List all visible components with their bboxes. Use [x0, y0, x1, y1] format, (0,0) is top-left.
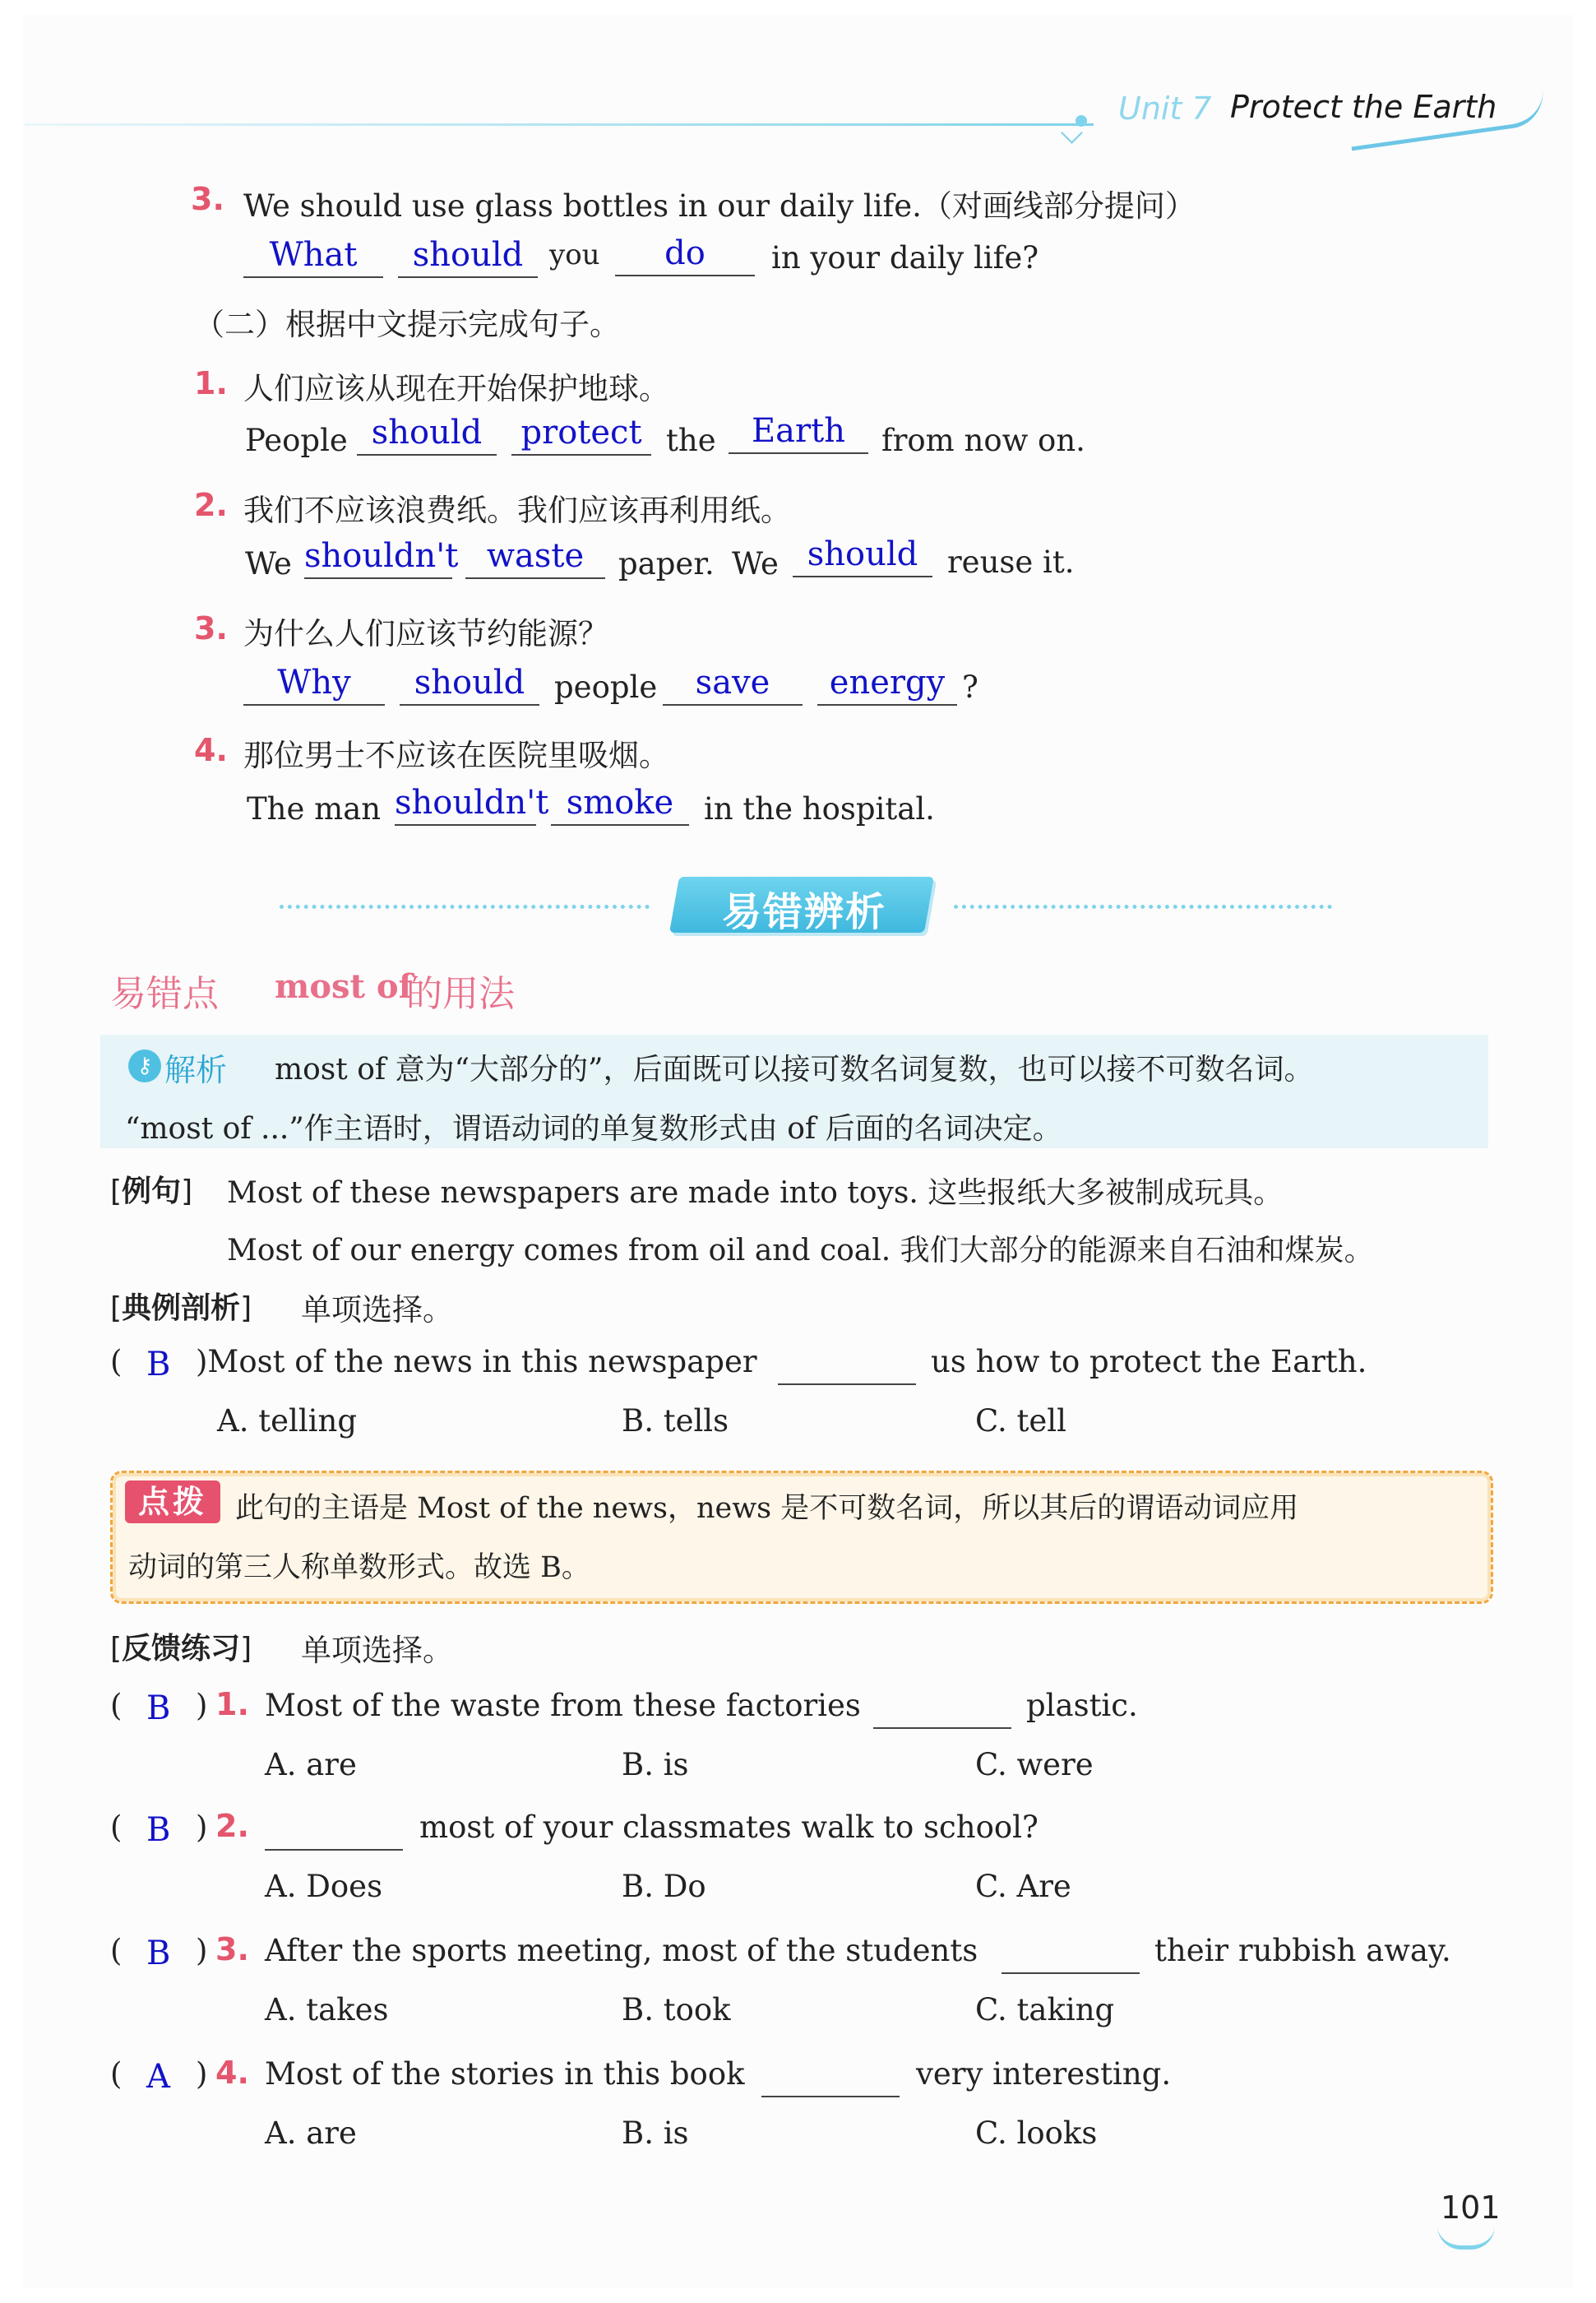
answer-letter: B: [146, 1811, 171, 1849]
answer-blank: waste: [465, 536, 605, 579]
blank-line: [1002, 1971, 1140, 1974]
option-c: C. were: [975, 1747, 1094, 1782]
answer-letter: B: [146, 1689, 171, 1727]
tip-label: 点拨: [125, 1480, 220, 1523]
answer-paren: ): [196, 2056, 208, 2092]
answer-blank: energy: [817, 663, 957, 706]
answer-paren: (: [110, 1344, 123, 1379]
key-icon: ⚷: [128, 1050, 161, 1082]
answer-paren: (: [110, 1933, 123, 1968]
sentence-word: reuse it.: [947, 544, 1075, 580]
answer-blank: Why: [243, 663, 385, 706]
sentence-word: ?: [962, 670, 978, 705]
analysis-label: 解析: [164, 1052, 228, 1088]
answer-blank: should: [400, 663, 539, 706]
tip-text: 此句的主语是 Most of the news，news 是不可数名词，所以其后的谓语动词应用: [235, 1492, 1299, 1525]
answer-paren: (: [110, 1688, 123, 1723]
part2-heading: （二）根据中文提示完成句子。: [194, 307, 620, 342]
question-tail: in your daily life?: [771, 240, 1039, 276]
option-a: A. are: [265, 2115, 357, 2151]
question-stem: plastic.: [1026, 1688, 1138, 1723]
answer-blank: shouldn't: [304, 536, 452, 579]
unit-label: Unit 7: [1118, 90, 1212, 127]
blank-line: [761, 2094, 900, 2097]
answer-blank: What: [243, 235, 383, 278]
answer-blank: should: [398, 235, 538, 278]
sentence-word: the: [666, 423, 716, 458]
answer-paren: ): [196, 1688, 208, 1723]
answer-blank: do: [615, 234, 755, 276]
analysis-text: “most of ...”作主语时，谓语动词的单复数形式由 of 后面的名词决定。: [125, 1112, 1062, 1146]
option-c: C. looks: [975, 2115, 1098, 2151]
question-number: 4.: [194, 732, 228, 768]
question-sentence: We should use glass bottles in our daily life.（对画线部分提问）: [243, 188, 1196, 224]
answer-paren: ): [196, 1933, 208, 1968]
example-label: [例句]: [110, 1175, 193, 1208]
answer-blank: save: [663, 663, 803, 706]
question-number: 1.: [194, 365, 228, 401]
option-a: A. takes: [265, 1992, 389, 2027]
dotted-rule: [954, 905, 1332, 909]
option-b: B. Do: [622, 1869, 706, 1904]
sentence-word: people: [554, 670, 658, 705]
feedback-instruction: 单项选择。: [301, 1633, 453, 1668]
answer-blank: protect: [511, 413, 651, 456]
chinese-prompt: 为什么人们应该节约能源？: [243, 616, 608, 651]
example-sentence: Most of these newspapers are made into toys. 这些报纸大多被制成玩具。: [227, 1176, 1284, 1210]
question-stem: Most of the waste from these factories: [265, 1688, 861, 1723]
sentence-word: paper.: [618, 546, 715, 582]
option-c: C. tell: [975, 1403, 1066, 1439]
question-number: 1.: [215, 1686, 249, 1722]
unit-title: Protect the Earth: [1230, 89, 1497, 125]
answer-paren: ): [196, 1810, 208, 1845]
banner-title: 易错辨析: [721, 889, 886, 935]
point-label: 易错点: [110, 973, 219, 1015]
question-stem: )Most of the news in this newspaper: [196, 1344, 757, 1379]
dotted-rule: [280, 905, 650, 909]
question-stem: very interesting.: [916, 2056, 1172, 2092]
option-b: B. is: [622, 2115, 689, 2151]
answer-blank: smoke: [551, 783, 689, 826]
answer-blank: should: [793, 535, 932, 577]
tip-text: 动词的第三人称单数形式。故选 B。: [128, 1551, 590, 1584]
chinese-prompt: 人们应该从现在开始保护地球。: [243, 371, 669, 406]
option-a: A. are: [265, 1747, 357, 1782]
answer-blank: shouldn't: [395, 783, 536, 826]
question-stem: us how to protect the Earth.: [931, 1344, 1367, 1379]
sentence-word: from now on.: [881, 423, 1085, 458]
question-stem: Most of the stories in this book: [265, 2056, 745, 2092]
dot-icon: [1076, 115, 1087, 127]
blank-line: [873, 1726, 1011, 1729]
sentence-word: We: [732, 546, 779, 582]
question-number: 2.: [194, 487, 228, 523]
question-number: 3.: [215, 1931, 249, 1967]
option-b: B. took: [622, 1992, 731, 2027]
word-you: you: [549, 239, 600, 271]
typical-label: [典例剖析]: [110, 1291, 252, 1325]
option-b: B. is: [622, 1747, 689, 1782]
question-number: 3.: [194, 610, 228, 646]
answer-letter: A: [146, 2058, 170, 2096]
answer-letter: B: [146, 1346, 171, 1383]
sentence-word: We: [245, 546, 292, 582]
answer-blank: should: [357, 413, 497, 456]
question-number: 4.: [215, 2055, 249, 2091]
chinese-prompt: 那位男士不应该在医院里吸烟。: [243, 738, 669, 773]
question-stem: their rubbish away.: [1154, 1933, 1451, 1968]
chinese-prompt: 我们不应该浪费纸。我们应该再利用纸。: [243, 493, 791, 528]
answer-letter: B: [146, 1935, 171, 1972]
blank-line: [778, 1382, 916, 1385]
question-stem: After the sports meeting, most of the students: [265, 1933, 978, 1968]
answer-blank: Earth: [729, 411, 868, 454]
point-title-cn: 的用法: [406, 973, 515, 1015]
header-rule: [25, 123, 1094, 126]
sentence-word: People: [245, 423, 348, 458]
option-a: A. Does: [265, 1869, 383, 1904]
example-sentence: Most of our energy comes from oil and coal. 我们大部分的能源来自石油和煤炭。: [227, 1234, 1374, 1267]
page-number: 101: [1441, 2189, 1501, 2226]
option-a: A. telling: [217, 1403, 358, 1439]
answer-paren: (: [110, 1810, 123, 1845]
blank-line: [265, 1847, 403, 1851]
analysis-text: most of 意为“大部分的”，后面既可以接可数名词复数，也可以接不可数名词。: [275, 1053, 1314, 1087]
option-c: C. taking: [975, 1992, 1115, 2027]
feedback-label: [反馈练习]: [110, 1632, 252, 1666]
question-number: 2.: [215, 1808, 249, 1844]
answer-paren: (: [110, 2056, 123, 2092]
option-c: C. Are: [975, 1869, 1071, 1904]
question-stem: most of your classmates walk to school?: [419, 1810, 1039, 1845]
sentence-word: in the hospital.: [704, 791, 935, 827]
point-title-en: most of: [275, 967, 413, 1006]
question-number: 3.: [191, 181, 224, 217]
option-b: B. tells: [622, 1403, 729, 1439]
sentence-word: The man: [247, 791, 382, 827]
typical-instruction: 单项选择。: [301, 1292, 453, 1328]
